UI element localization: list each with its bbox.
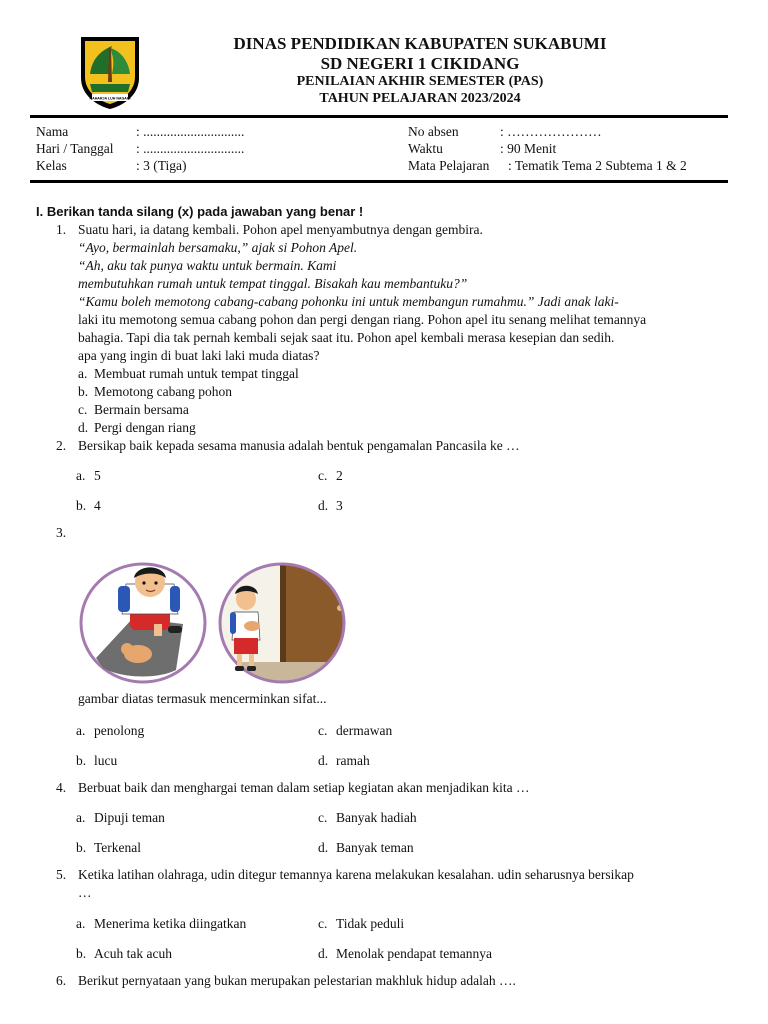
q4-option-d-letter[interactable]: d.: [318, 840, 329, 855]
q4-option-a-letter[interactable]: a.: [76, 810, 86, 825]
q3-option-d[interactable]: ramah: [336, 753, 370, 768]
nama-value: : ..............................: [136, 124, 245, 139]
q1-option-b[interactable]: Memotong cabang pohon: [94, 384, 232, 399]
q1-option-b-letter[interactable]: b.: [78, 384, 89, 399]
q1-option-d[interactable]: Pergi dengan riang: [94, 420, 196, 435]
illustration-boy-at-door: [216, 562, 348, 684]
q3-option-d-letter[interactable]: d.: [318, 753, 329, 768]
q3-option-a[interactable]: penolong: [94, 723, 145, 738]
q4-number: 4.: [56, 780, 67, 795]
q5-option-b[interactable]: Acuh tak acuh: [94, 946, 172, 961]
q4-option-b[interactable]: Terkenal: [94, 840, 142, 855]
q2-option-d-letter[interactable]: d.: [318, 498, 329, 513]
q1-number: 1.: [56, 222, 67, 237]
q2-number: 2.: [56, 438, 67, 453]
q3-option-a-letter[interactable]: a.: [76, 723, 86, 738]
header-line-2: SD NEGERI 1 CIKIDANG: [320, 54, 520, 73]
logo-text: RAHARJA LUH NAGARI: [89, 96, 131, 101]
mapel-label: Mata Pelajaran: [408, 158, 490, 173]
q2-option-a[interactable]: 5: [94, 468, 101, 483]
q5-option-c[interactable]: Tidak peduli: [336, 916, 405, 931]
q5-option-d-letter[interactable]: d.: [318, 946, 329, 961]
mapel-value: : Tematik Tema 2 Subtema 1 & 2: [508, 158, 687, 173]
kelas-label: Kelas: [36, 158, 67, 173]
hari-label: Hari / Tanggal: [36, 141, 114, 156]
q3-option-c[interactable]: dermawan: [336, 723, 393, 738]
q5-option-b-letter[interactable]: b.: [76, 946, 87, 961]
q4-option-c-letter[interactable]: c.: [318, 810, 328, 825]
q1-line-7: bahagia. Tapi dia tak pernah kembali sejak saat itu. Pohon apel kembali merasa kesepian dan sedih.: [78, 330, 615, 345]
waktu-label: Waktu: [408, 141, 443, 156]
q4-option-b-letter[interactable]: b.: [76, 840, 87, 855]
q5-option-d[interactable]: Menolak pendapat temannya: [336, 946, 492, 961]
kelas-value: : 3 (Tiga): [136, 158, 187, 173]
q4-option-a[interactable]: Dipuji teman: [94, 810, 165, 825]
q1-option-c[interactable]: Bermain bersama: [94, 402, 189, 417]
q2-option-b[interactable]: 4: [94, 498, 101, 513]
q4-option-d[interactable]: Banyak teman: [336, 840, 414, 855]
q4-option-c[interactable]: Banyak hadiah: [336, 810, 417, 825]
q6-number: 6.: [56, 973, 67, 988]
q2-option-c[interactable]: 2: [336, 468, 343, 483]
q5-text-continued: …: [78, 885, 92, 900]
q5-option-a-letter[interactable]: a.: [76, 916, 86, 931]
section-title: I. Berikan tanda silang (x) pada jawaban yang benar !: [36, 204, 364, 219]
q6-text: Berikut pernyataan yang bukan merupakan pelestarian makhluk hidup adalah ….: [78, 973, 516, 988]
header-rule-bottom: [30, 180, 728, 183]
q2-option-d[interactable]: 3: [336, 498, 343, 513]
q2-option-c-letter[interactable]: c.: [318, 468, 328, 483]
q3-number: 3.: [56, 525, 67, 540]
q1-line-2: “Ayo, bermainlah bersamaku,” ajak si Pohon Apel.: [78, 240, 358, 255]
q1-option-a-letter[interactable]: a.: [78, 366, 88, 381]
q1-option-c-letter[interactable]: c.: [78, 402, 88, 417]
q3-caption: gambar diatas termasuk mencerminkan sifat...: [78, 691, 327, 706]
school-logo: [78, 34, 142, 110]
absen-label: No absen: [408, 124, 459, 139]
q1-line-1: Suatu hari, ia datang kembali. Pohon apel menyambutnya dengan gembira.: [78, 222, 483, 237]
q1-line-4: membutuhkan rumah untuk tempat tinggal. Bisakah kau membantuku?”: [78, 276, 468, 291]
q4-text: Berbuat baik dan menghargai teman dalam setiap kegiatan akan menjadikan kita …: [78, 780, 530, 795]
q5-option-a[interactable]: Menerima ketika diingatkan: [94, 916, 247, 931]
header-line-1: DINAS PENDIDIKAN KABUPATEN SUKABUMI: [233, 34, 607, 53]
q1-line-8: apa yang ingin di buat laki laki muda diatas?: [78, 348, 320, 363]
q1-option-a[interactable]: Membuat rumah untuk tempat tinggal: [94, 366, 299, 381]
illustration-boy-helping-cat: [78, 562, 208, 684]
q2-text: Bersikap baik kepada sesama manusia adalah bentuk pengamalan Pancasila ke …: [78, 438, 520, 453]
q3-option-c-letter[interactable]: c.: [318, 723, 328, 738]
q5-text: Ketika latihan olahraga, udin ditegur temannya karena melakukan kesalahan. udin seharusnya bersikap: [78, 867, 634, 882]
hari-value: : ..............................: [136, 141, 245, 156]
q1-line-6: laki itu memotong semua cabang pohon dan pergi dengan riang. Pohon apel itu senang melihat temannya: [78, 312, 647, 327]
q3-option-b[interactable]: lucu: [94, 753, 118, 768]
q5-number: 5.: [56, 867, 67, 882]
q1-line-5: “Kamu boleh memotong cabang-cabang pohonku ini untuk membangun rumahmu.” Jadi anak laki-: [78, 294, 619, 309]
header-line-4: TAHUN PELAJARAN 2023/2024: [319, 91, 521, 106]
header-line-3: PENILAIAN AKHIR SEMESTER (PAS): [296, 74, 544, 89]
q5-option-c-letter[interactable]: c.: [318, 916, 328, 931]
header-rule-top: [30, 115, 728, 118]
waktu-value: : 90 Menit: [500, 141, 557, 156]
q3-option-b-letter[interactable]: b.: [76, 753, 87, 768]
q1-line-3: “Ah, aku tak punya waktu untuk bermain. Kami: [78, 258, 337, 273]
q2-option-a-letter[interactable]: a.: [76, 468, 86, 483]
q2-option-b-letter[interactable]: b.: [76, 498, 87, 513]
nama-label: Nama: [36, 124, 69, 139]
q1-option-d-letter[interactable]: d.: [78, 420, 89, 435]
absen-value: : …………………: [500, 124, 602, 139]
